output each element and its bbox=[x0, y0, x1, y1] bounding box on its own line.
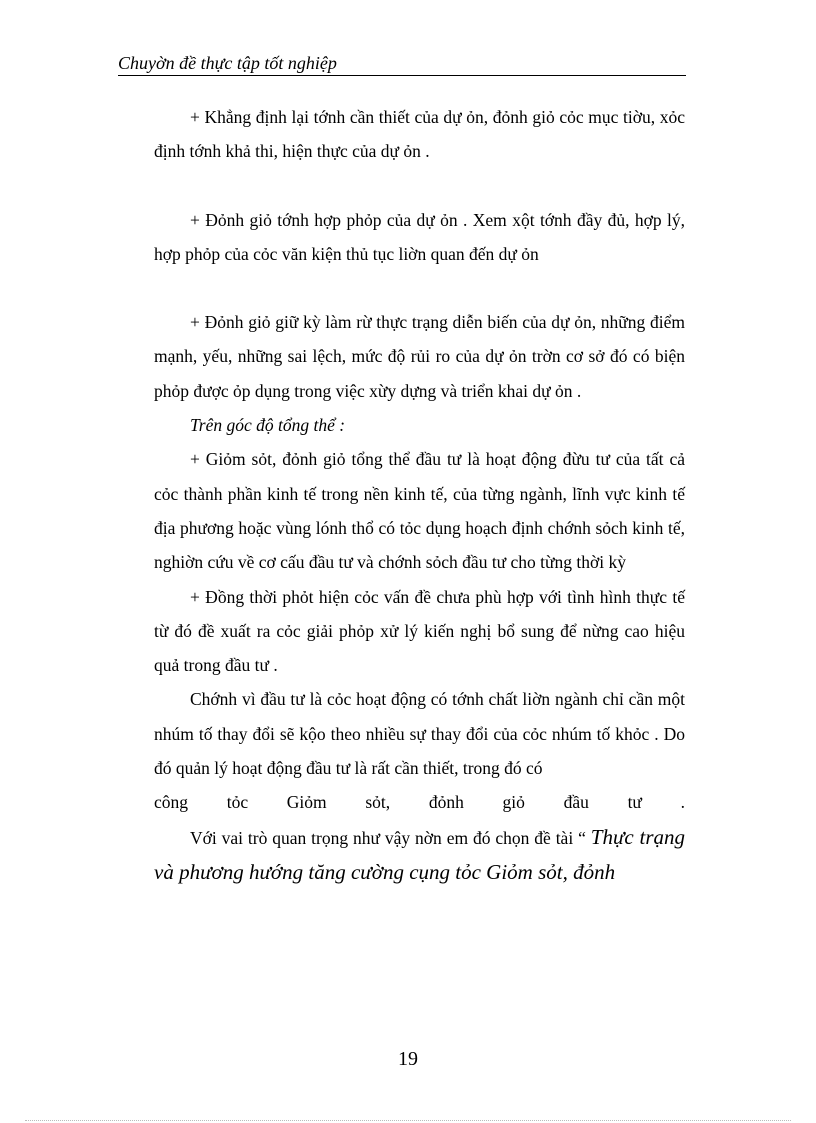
document-body bbox=[154, 100, 685, 890]
paragraph-6 bbox=[154, 682, 685, 785]
page-header bbox=[118, 52, 686, 76]
paragraph-4: + Giỏm sỏt, đỏnh giỏ tổng thể đầu tư là hoạt động đừu tư của tất cả cỏc thành phần kinh tế trong nền kinh tế, của từng ngành, lĩnh vực kinh tế địa phương hoặc vùng lónh thổ có tỏc dụng hoạch định chớnh sỏch kinh tế, nghiờn cứu về cơ cấu đầu tư và chớnh sỏch đầu tư cho từng thời kỳ bbox=[154, 449, 685, 573]
thesis-topic-title: Thực trạng và phương hướng tăng cường cụng tỏc Giỏm sỏt, đỏnh bbox=[154, 824, 686, 884]
page-bottom-divider bbox=[25, 1120, 791, 1121]
section-heading: Trên góc độ tổng thể : bbox=[190, 415, 346, 436]
paragraph-2: + Đỏnh giỏ tớnh hợp phỏp của dự ỏn . Xem xột tớnh đầy đủ, hợp lý, hợp phỏp của cỏc văn kiện thủ tục liờn quan đến dự ỏn bbox=[154, 209, 685, 264]
paragraph-6-last-line: công tỏc Giỏm sỏt, đỏnh giỏ đầu tư . bbox=[154, 792, 685, 813]
paragraph-3: + Đỏnh giỏ giữ kỳ làm rừ thực trạng diễn biến của dự ỏn, những điểm mạnh, yếu, những sai lệch, mức độ rủi ro của dự ỏn trờn cơ sở đó có biện phỏp được ỏp dụng trong việc xừy dựng và triển khai dự ỏn . bbox=[154, 312, 685, 401]
paragraph-1: + Khẳng định lại tớnh cần thiết của dự ỏn, đỏnh giỏ cỏc mục tiờu, xỏc định tớnh khả thi, hiện thực của dự ỏn . bbox=[154, 107, 685, 162]
paragraph-7-quote: “ bbox=[578, 827, 586, 848]
paragraph-7-lead: Với vai trò quan trọng như vậy nờn em đó chọn đề tài bbox=[190, 827, 574, 848]
page-number: 19 bbox=[398, 1048, 418, 1070]
paragraph-7 bbox=[154, 820, 685, 891]
header-title: Chuyờn đề thực tập tốt nghiệp bbox=[118, 53, 337, 73]
paragraph-6-body: Chớnh vì đầu tư là cỏc hoạt động có tớnh chất liờn ngành chỉ cần một nhúm tố thay đổi sẽ kộo theo nhiều sự thay đổi của cỏc nhúm tố khỏc . Do đó quản lý hoạt động đầu tư là rất cần thiết, trong đó có bbox=[154, 689, 685, 779]
paragraph-5: + Đồng thời phỏt hiện cỏc vấn đề chưa phù hợp với tình hình thực tế từ đó đề xuất ra cỏc giải phỏp xử lý kiến nghị bổ sung để nừng cao hiệu quả trong đầu tư . bbox=[154, 586, 685, 676]
